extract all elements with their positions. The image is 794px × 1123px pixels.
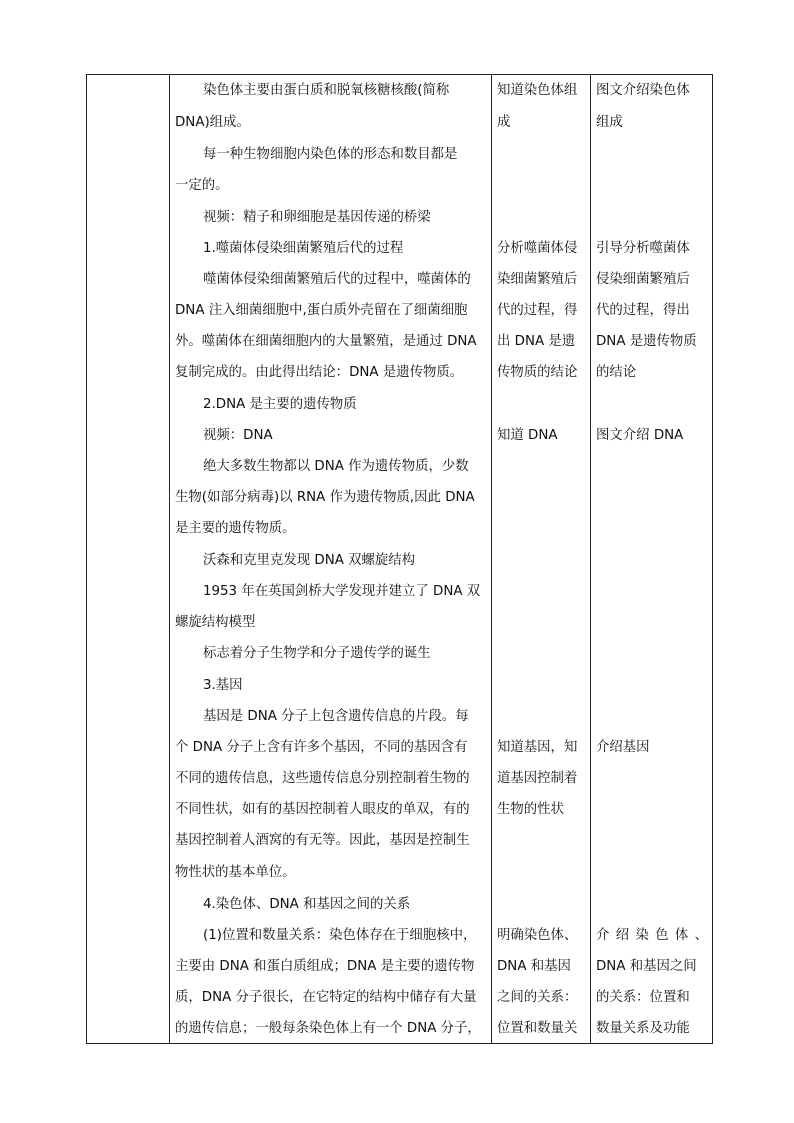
methods-column — [591, 75, 713, 1044]
goal-line: 成 — [497, 115, 511, 130]
content-line: 绝大多数生物都以 DNA 作为遗传物质，少数 — [203, 459, 469, 474]
goals-column — [492, 75, 591, 1044]
content-line: 复制完成的。由此得出结论：DNA 是遗传物质。 — [175, 365, 464, 380]
method-line: 图文介绍 DNA — [596, 428, 684, 443]
content-line: 噬菌体侵染细菌繁殖后代的过程中，噬菌体的 — [203, 272, 471, 287]
content-line: 的遗传信息；一般每条染色体上有一个 DNA 分子， — [175, 1021, 481, 1036]
goal-line: 出 DNA 是遗 — [497, 334, 576, 349]
goal-line: 代的过程，得 — [497, 303, 578, 318]
content-line: 个 DNA 分子上含有许多个基因，不同的基因含有 — [175, 740, 468, 755]
content-column — [170, 75, 492, 1044]
content-line: 1.噬菌体侵染细菌繁殖后代的过程 — [203, 241, 404, 256]
method-line: 代的过程，得出 — [596, 303, 690, 318]
method-line: 介绍基因 — [596, 740, 650, 755]
goals-text — [492, 75, 590, 1043]
blank-column — [87, 75, 170, 1044]
content-line: 每一种生物细胞内染色体的形态和数目都是 — [203, 147, 458, 162]
content-line: 4.染色体、DNA 和基因之间的关系 — [203, 897, 411, 912]
lesson-plan-table — [86, 74, 713, 1044]
content-line: 1953 年在英国剑桥大学发现并建立了 DNA 双 — [203, 584, 481, 599]
method-line: 组成 — [596, 115, 623, 130]
content-line: 一定的。 — [175, 178, 229, 193]
goal-line: 传物质的结论 — [497, 365, 578, 380]
table-row — [87, 75, 713, 1044]
content-line: 是主要的遗传物质。 — [175, 521, 296, 536]
content-line: 外。噬菌体在细菌细胞内的大量繁殖，是通过 DNA — [175, 334, 477, 349]
content-line: 沃森和克里克发现 DNA 双螺旋结构 — [203, 553, 416, 568]
method-line: 的关系：位置和 — [596, 990, 690, 1005]
goal-line: 位置和数量关 — [497, 1021, 578, 1036]
content-line: 标志着分子生物学和分子遗传学的诞生 — [203, 646, 431, 661]
method-line: 介 绍 染 色 体 、 — [596, 928, 708, 943]
method-line: 的结论 — [596, 365, 637, 380]
goal-line: 分析噬菌体侵 — [497, 241, 578, 256]
content-line: 不同的遗传信息，这些遗传信息分别控制着生物的 — [175, 771, 470, 786]
content-line: 物性状的基本单位。 — [175, 865, 296, 880]
method-line: DNA 和基因之间 — [596, 959, 697, 974]
goal-line: 道基因控制着 — [497, 771, 578, 786]
content-line: 基因控制着人酒窝的有无等。因此，基因是控制生 — [175, 833, 470, 848]
content-line: 生物(如部分病毒)以 RNA 作为遗传物质,因此 DNA — [175, 490, 475, 505]
content-line: 2.DNA 是主要的遗传物质 — [203, 397, 357, 412]
goal-line: 知道染色体组 — [497, 83, 578, 98]
method-line: 图文介绍染色体 — [596, 83, 690, 98]
content-text — [170, 75, 491, 1043]
content-line: DNA)组成。 — [175, 115, 250, 130]
content-line: 视频：精子和卵细胞是基因传递的桥梁 — [203, 210, 431, 225]
content-line: 质，DNA 分子很长，在它特定的结构中储存有大量 — [175, 990, 477, 1005]
goal-line: 知道基因，知 — [497, 740, 578, 755]
goal-line: 染细菌繁殖后 — [497, 272, 578, 287]
method-line: 数量关系及功能 — [596, 1021, 690, 1036]
goal-line: 之间的关系： — [497, 990, 578, 1005]
method-line: 侵染细菌繁殖后 — [596, 272, 690, 287]
content-line: 染色体主要由蛋白质和脱氧核糖核酸(简称 — [203, 83, 450, 98]
content-line: 不同性状，如有的基因控制着人眼皮的单双，有的 — [175, 802, 470, 817]
methods-text — [591, 75, 712, 1043]
goal-line: 明确染色体、 — [497, 928, 578, 943]
content-line: (1)位置和数量关系：染色体存在于细胞核中， — [203, 928, 477, 943]
content-line: 视频：DNA — [203, 428, 273, 443]
content-line: 3.基因 — [203, 678, 243, 693]
content-line: 主要由 DNA 和蛋白质组成；DNA 是主要的遗传物 — [175, 959, 475, 974]
goal-line: 生物的性状 — [497, 802, 564, 817]
method-line: DNA 是遗传物质 — [596, 334, 697, 349]
content-line: 基因是 DNA 分子上包含遗传信息的片段。每 — [203, 709, 469, 724]
goal-line: DNA 和基因 — [497, 959, 571, 974]
goal-line: 知道 DNA — [497, 428, 558, 443]
content-line: 螺旋结构模型 — [175, 615, 256, 630]
content-line: DNA 注入细菌细胞中,蛋白质外壳留在了细菌细胞 — [175, 303, 468, 318]
method-line: 引导分析噬菌体 — [596, 241, 690, 256]
